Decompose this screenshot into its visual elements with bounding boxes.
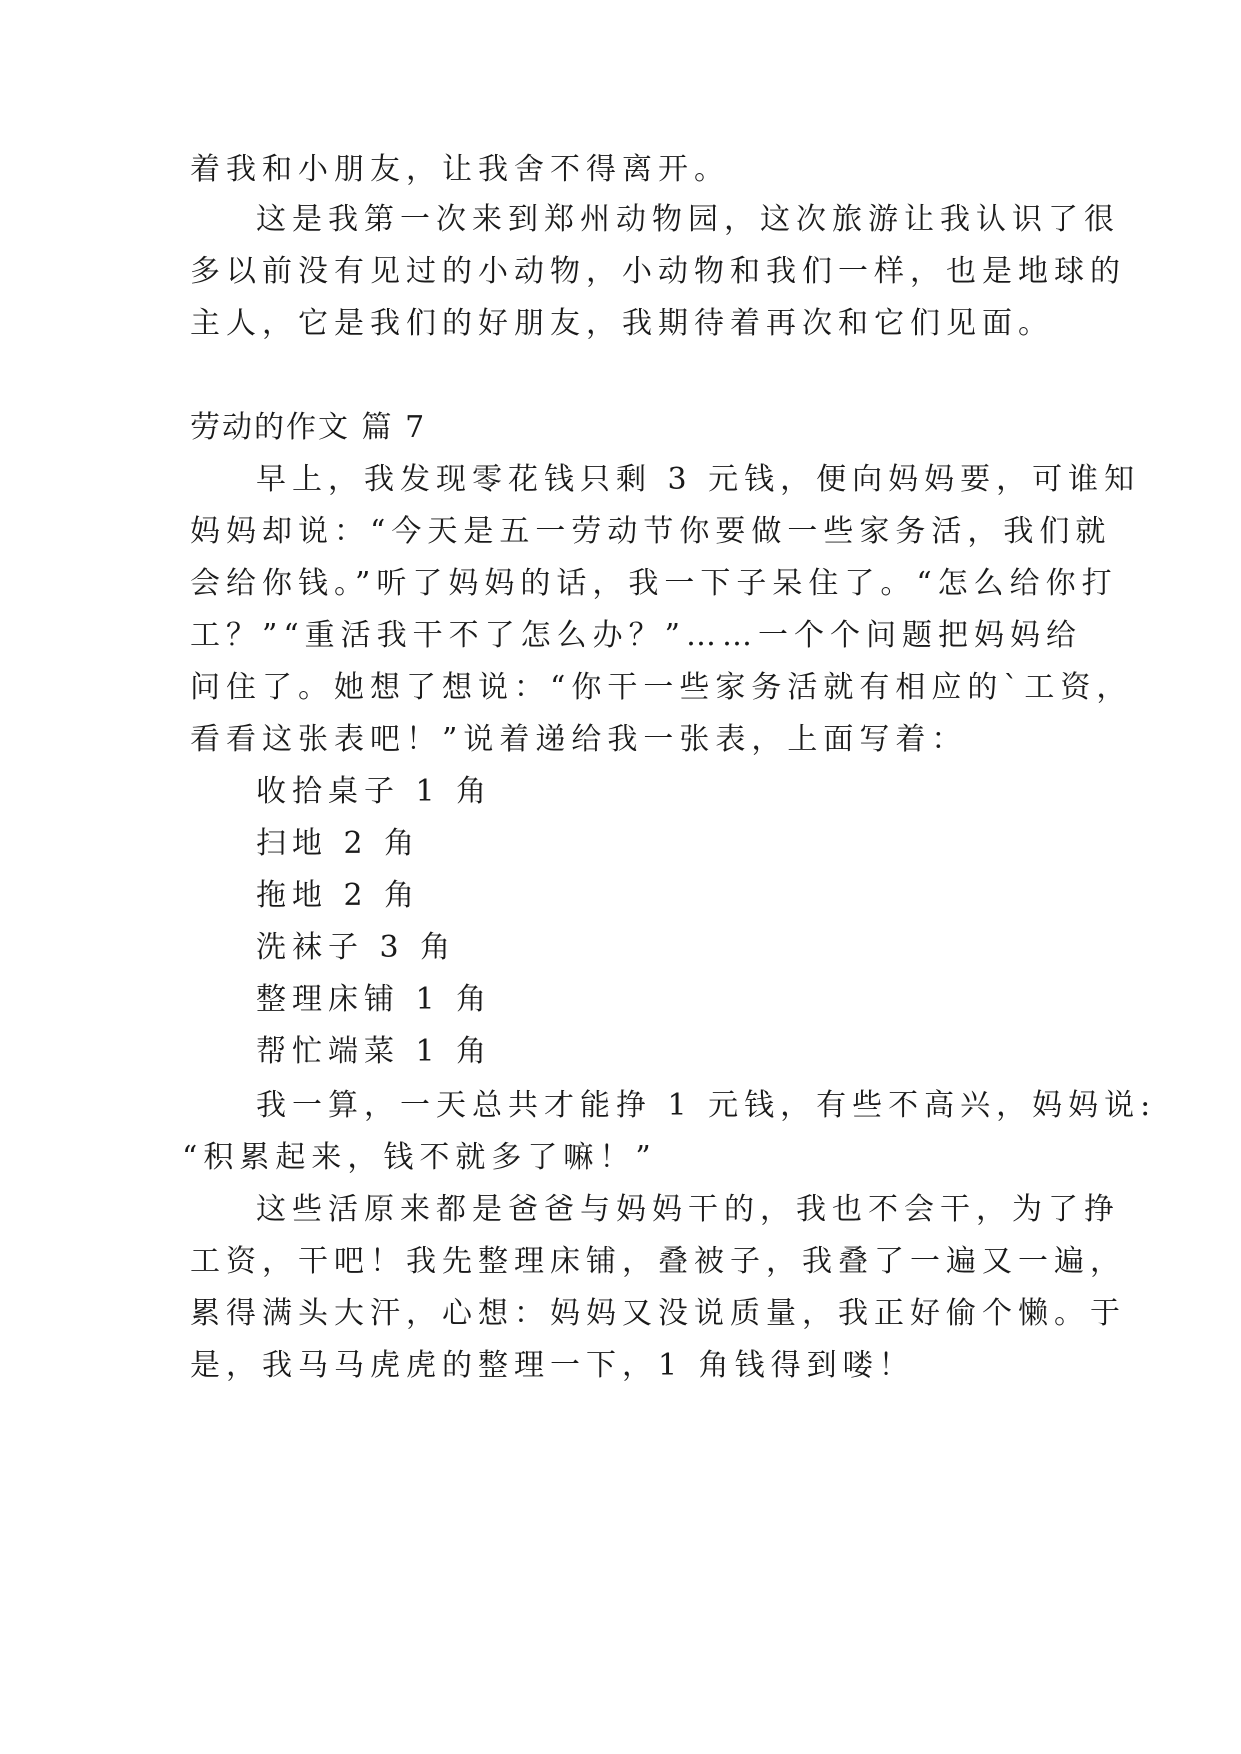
chore-list-item: 扫地 2 角 [256, 826, 421, 861]
paragraph-line: 问住了。她想了想说：“你干一些家务活就有相应的`工资， [190, 670, 1133, 705]
paragraph-line: 主人，它是我们的好朋友，我期待着再次和它们见面。 [190, 306, 1054, 341]
paragraph-line: 多以前没有见过的小动物，小动物和我们一样，也是地球的 [190, 254, 1126, 289]
paragraph-line: 我一算，一天总共才能挣 1 元钱，有些不高兴，妈妈说: [256, 1088, 1157, 1123]
paragraph-line: 工资，干吧！我先整理床铺，叠被子，我叠了一遍又一遍， [190, 1244, 1126, 1279]
paragraph-line: “积累起来，钱不就多了嘛！” [182, 1140, 657, 1175]
paragraph-line: 累得满头大汗，心想：妈妈又没说质量，我正好偷个懒。于 [190, 1296, 1126, 1331]
paragraph-line: 是，我马马虎虎的整理一下，1 角钱得到喽！ [190, 1348, 915, 1383]
paragraph-line: 工？”“重活我干不了怎么办？”……一个个问题把妈妈给 [190, 618, 1083, 653]
paragraph-line: 会给你钱。”听了妈妈的话，我一下子呆住了。“怎么给你打 [190, 566, 1118, 601]
chore-list-item: 拖地 2 角 [256, 878, 421, 913]
chore-list-item: 洗袜子 3 角 [256, 930, 457, 965]
paragraph-line: 这些活原来都是爸爸与妈妈干的，我也不会干，为了挣 [256, 1192, 1120, 1227]
paragraph-line: 着我和小朋友，让我舍不得离开。 [190, 152, 730, 187]
chore-list-item: 帮忙端菜 1 角 [256, 1034, 493, 1069]
paragraph-line: 妈妈却说：“今天是五一劳动节你要做一些家务活，我们就 [190, 514, 1112, 549]
section-title: 劳动的作文 篇 7 [190, 410, 427, 445]
paragraph-line: 早上，我发现零花钱只剩 3 元钱，便向妈妈要，可谁知 [256, 462, 1141, 497]
paragraph-line: 这是我第一次来到郑州动物园，这次旅游让我认识了很 [256, 202, 1120, 237]
chore-list-item: 收拾桌子 1 角 [256, 774, 493, 809]
chore-list-item: 整理床铺 1 角 [256, 982, 493, 1017]
paragraph-line: 看看这张表吧！”说着递给我一张表，上面写着： [190, 722, 968, 757]
